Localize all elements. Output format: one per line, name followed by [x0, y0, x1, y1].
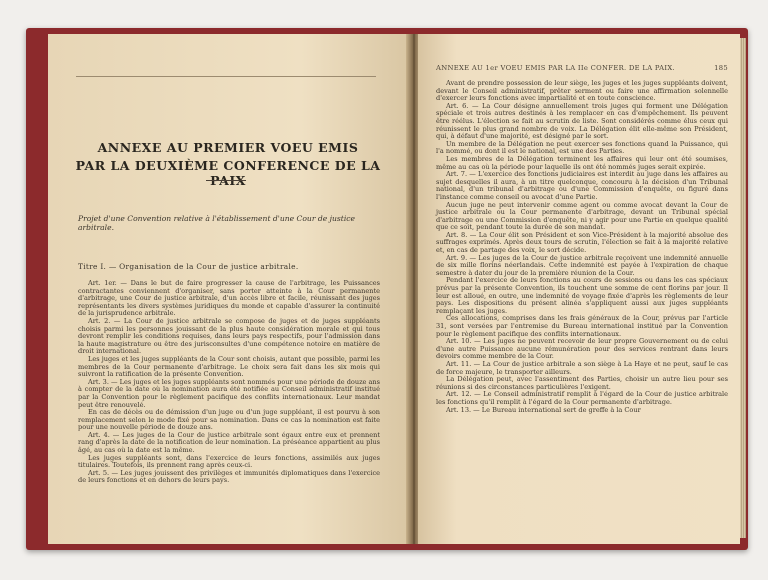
- paragraph: Art. 3. — Les juges et les juges suppléants sont nommés pour une période de douze ans à compter de la date où la nomination aura été notifiée au Conseil administratif institué par la Convention pour le règlement pacifique des conflits internationaux. Leur mandat peut être renouvelé.: [78, 377, 380, 409]
- title-line-1: ANNEXE AU PREMIER VOEU EMIS: [97, 140, 359, 155]
- paragraph: Art. 8. — La Cour élit son Président et son Vice-Président à la majorité absolue des suffrages exprimés. Après deux tours de scrutin, l'élection se fait à la majorité relative et, en cas de partage des voix, le sort décide.: [436, 230, 728, 255]
- paragraph: Art. 7. — L'exercice des fonctions judiciaires est interdit au juge dans les affaires au sujet desquelles il aura, à un titre quelconque, concouru à la décision d'un Tribunal national, d'un tribunal d'arbitrage ou d'une Commission d'enquête, ou figuré dans l'instance comme conseil ou avocat d'une Partie.: [436, 170, 728, 201]
- page-edges: [740, 38, 746, 538]
- paragraph: Art. 1er. — Dans le but de faire progresser la cause de l'arbitrage, les Puissances contractantes conviennent d'organiser, sans porter atteinte à la Cour permanente d'arbitrage, une Cour de justice arbitrale, d'un accès libre et facile, réunissant des juges représentants les divers systèmes juridiques du monde et capable d'assurer la continuité de la jurisprudence arbitrale.: [78, 279, 380, 318]
- paragraph: Art. 5. — Les juges jouissent des privilèges et immunités diplomatiques dans l'exercice de leurs fonctions et en dehors de leurs pays.: [78, 468, 380, 485]
- paragraph: Pendant l'exercice de leurs fonctions au cours de sessions ou dans les cas spéciaux prévus par la présente Convention, ils touchent une somme de cent florins par jour. Il leur est alloué, en outre, une indemnité de voyage fixée d'après les règlements de leur pays. Les dispositions du présent alinéa s'appliquent aussi aux juges suppléants remplaçant les juges.: [436, 276, 728, 315]
- left-page: [48, 34, 410, 544]
- paragraph: Les juges suppléants sont, dans l'exercice de leurs fonctions, assimilés aux juges titulaires. Toutefois, ils prennent rang après ceux-ci.: [78, 453, 380, 470]
- paragraph: Avant de prendre possession de leur siège, les juges et les juges suppléants doivent, devant le Conseil administratif, prêter serment ou faire une affirmation solennelle d'exercer leurs fonctions avec impartialité et en toute conscience.: [436, 79, 728, 103]
- paragraph: Art. 4. — Les juges de la Cour de justice arbitrale sont égaux entre eux et prennent rang d'après la date de la notification de leur nomination. La préséance appartient au plus âgé, au cas où la date est la même.: [78, 430, 380, 455]
- page-number: 185: [714, 64, 728, 72]
- top-rule: [76, 76, 376, 77]
- paragraph: Art. 12. — Le Conseil administratif remplit à l'égard de la Cour de justice arbitrale les fonctions qu'il remplit à l'égard de la Cour permanente d'arbitrage.: [436, 390, 728, 406]
- running-header: [436, 64, 728, 72]
- paragraph: Un membre de la Délégation ne peut exercer ses fonctions quand la Puissance, qui l'a nommé, ou dont il est le national, est une des Parties.: [436, 139, 728, 156]
- title-separator: [206, 180, 246, 181]
- book: [26, 28, 748, 550]
- paragraph: Les membres de la Délégation terminent les affaires qui leur ont été soumises, même au cas où la période pour laquelle ils ont été nommés juges serait expirée.: [436, 154, 728, 171]
- paragraph: Art. 13. — Le Bureau international sert de greffe à la Cour: [446, 405, 641, 414]
- paragraph: La Délégation peut, avec l'assentiment des Parties, choisir un autre lieu pour ses réunions si des circonstances particulières l'exigent.: [436, 375, 728, 391]
- projet-subtitle: Projet d'une Convention relative à l'établissement d'une Cour de justice arbitrale.: [78, 214, 356, 232]
- left-body-text: [78, 280, 380, 485]
- paragraph: Aucun juge ne peut intervenir comme agent ou comme avocat devant la Cour de justice arbitrale ou la Cour permanente d'arbitrage, devant un Tribunal spécial d'arbitrage ou une Commission d'enquête, ni y agir pour une Partie en quelque qualité que ce soit, pendant toute la durée de son mandat.: [436, 200, 728, 232]
- right-page: [418, 34, 740, 544]
- running-title: ANNEXE AU 1er VOEU EMIS PAR LA IIe CONFER. DE LA PAIX.: [436, 64, 675, 72]
- right-body-text: [436, 80, 728, 414]
- paragraph: Ces allocations, comprises dans les frais généraux de la Cour, prévus par l'article 31, sont versées par l'entremise du Bureau international institué par la Convention pour le règlement pacifique des conflits internationaux.: [436, 314, 728, 338]
- paragraph: Art. 2. — La Cour de justice arbitrale se compose de juges et de juges suppléants choisis parmi les personnes jouissant de la plus haute considération morale et qui tous devront remplir les conditions requises, dans leurs pays respectifs, pour l'admission dans la haute magistrature ou être des jurisconsultes d'une compétence notoire en matière de droit international.: [78, 316, 380, 356]
- paragraph: Art. 9. — Les juges de la Cour de justice arbitrale reçoivent une indemnité annuelle de six mille florins néerlandais. Cette indemnité est payée à l'expiration de chaque semestre à dater du jour de la première réunion de la Cour.: [436, 253, 728, 277]
- paragraph: Art. 6. — La Cour désigne annuellement trois juges qui forment une Délégation spéciale et trois autres destinés à les remplacer en cas d'empêchement. Ils peuvent être réélus. L'élection se fait au scrutin de liste. Sont considérés comme élus ceux qui réunissent le plus grand nombre de voix. La Délégation élit elle-même son Président, qui, à défaut d'une majorité, est désigné par le sort.: [436, 101, 728, 141]
- paragraph: Art. 10. — Les juges ne peuvent recevoir de leur propre Gouvernement ou de celui d'une autre Puissance aucune rémunération pour des services rentrant dans leurs devoirs comme membre de la Cour.: [436, 337, 728, 361]
- paragraph: En cas de décès ou de démission d'un juge ou d'un juge suppléant, il est pourvu à son remplacement selon le mode fixé pour sa nomination. Dans ce cas la nomination est faite pour une nouvelle période de douze ans.: [78, 408, 380, 432]
- paragraph: Les juges et les juges suppléants de la Cour sont choisis, autant que possible, parmi les membres de la Cour permanente d'arbitrage. Le choix sera fait dans les six mois qui suivront la ratification de la présente Convention.: [78, 354, 380, 379]
- section-heading: Titre I. — Organisation de la Cour de justice arbitrale.: [78, 262, 299, 271]
- title-line-2: PAR LA DEUXIÈME CONFERENCE DE LA PAIX: [75, 158, 381, 188]
- paragraph: Art. 11. — La Cour de justice arbitrale a son siège à La Haye et ne peut, sauf le cas de force majeure, le transporter ailleurs.: [436, 359, 728, 376]
